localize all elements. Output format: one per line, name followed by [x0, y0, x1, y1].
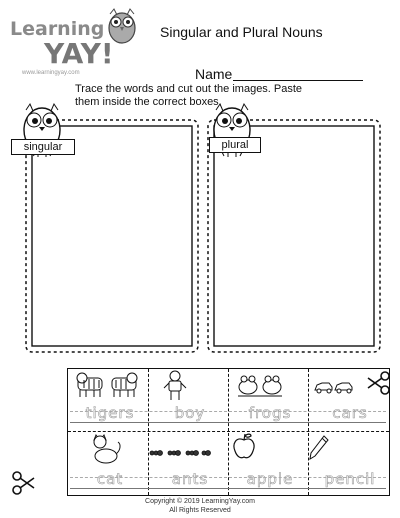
frogs-icon[interactable]: [236, 372, 284, 398]
pencil-icon[interactable]: [308, 434, 330, 462]
logo-url: www.learningyay.com: [22, 70, 80, 76]
trace-word[interactable]: tigers: [85, 404, 135, 422]
trace-word[interactable]: frogs: [248, 404, 292, 422]
apple-icon[interactable]: [232, 432, 256, 460]
trace-word[interactable]: pencil: [324, 470, 376, 488]
page-title: Singular and Plural Nouns: [160, 24, 323, 40]
scissors-icon: [366, 370, 392, 396]
footer-copyright: Copyright © 2019 LearningYay.com: [145, 498, 255, 505]
guide-line: [70, 488, 386, 489]
trace-word[interactable]: ants: [171, 470, 209, 488]
trace-word[interactable]: apple: [246, 470, 294, 488]
singular-label: singular: [11, 139, 75, 155]
trace-word[interactable]: cat: [96, 470, 124, 488]
owl-logo-icon: [104, 6, 140, 46]
trace-word[interactable]: cars: [332, 404, 368, 422]
guide-line: [70, 411, 386, 412]
name-line[interactable]: [233, 80, 363, 81]
logo: [8, 6, 138, 76]
trace-word[interactable]: boy: [174, 404, 206, 422]
logo-line1: Learning: [10, 18, 105, 40]
ants-icon[interactable]: [148, 446, 212, 460]
instructions: Trace the words and cut out the images. Paste them inside the correct boxes.: [75, 83, 303, 108]
cars-icon[interactable]: [314, 380, 354, 394]
guide-line: [70, 422, 386, 423]
tigers-icon[interactable]: [74, 372, 142, 400]
boy-icon[interactable]: [162, 370, 188, 402]
footer-rights: All Rights Reserved: [169, 507, 231, 514]
name-label: Name: [195, 66, 233, 82]
guide-line: [70, 477, 386, 478]
cat-icon[interactable]: [90, 434, 122, 464]
plural-label: plural: [209, 137, 261, 153]
scissors-icon: [10, 470, 36, 496]
logo-line2: YAY!: [44, 37, 114, 70]
